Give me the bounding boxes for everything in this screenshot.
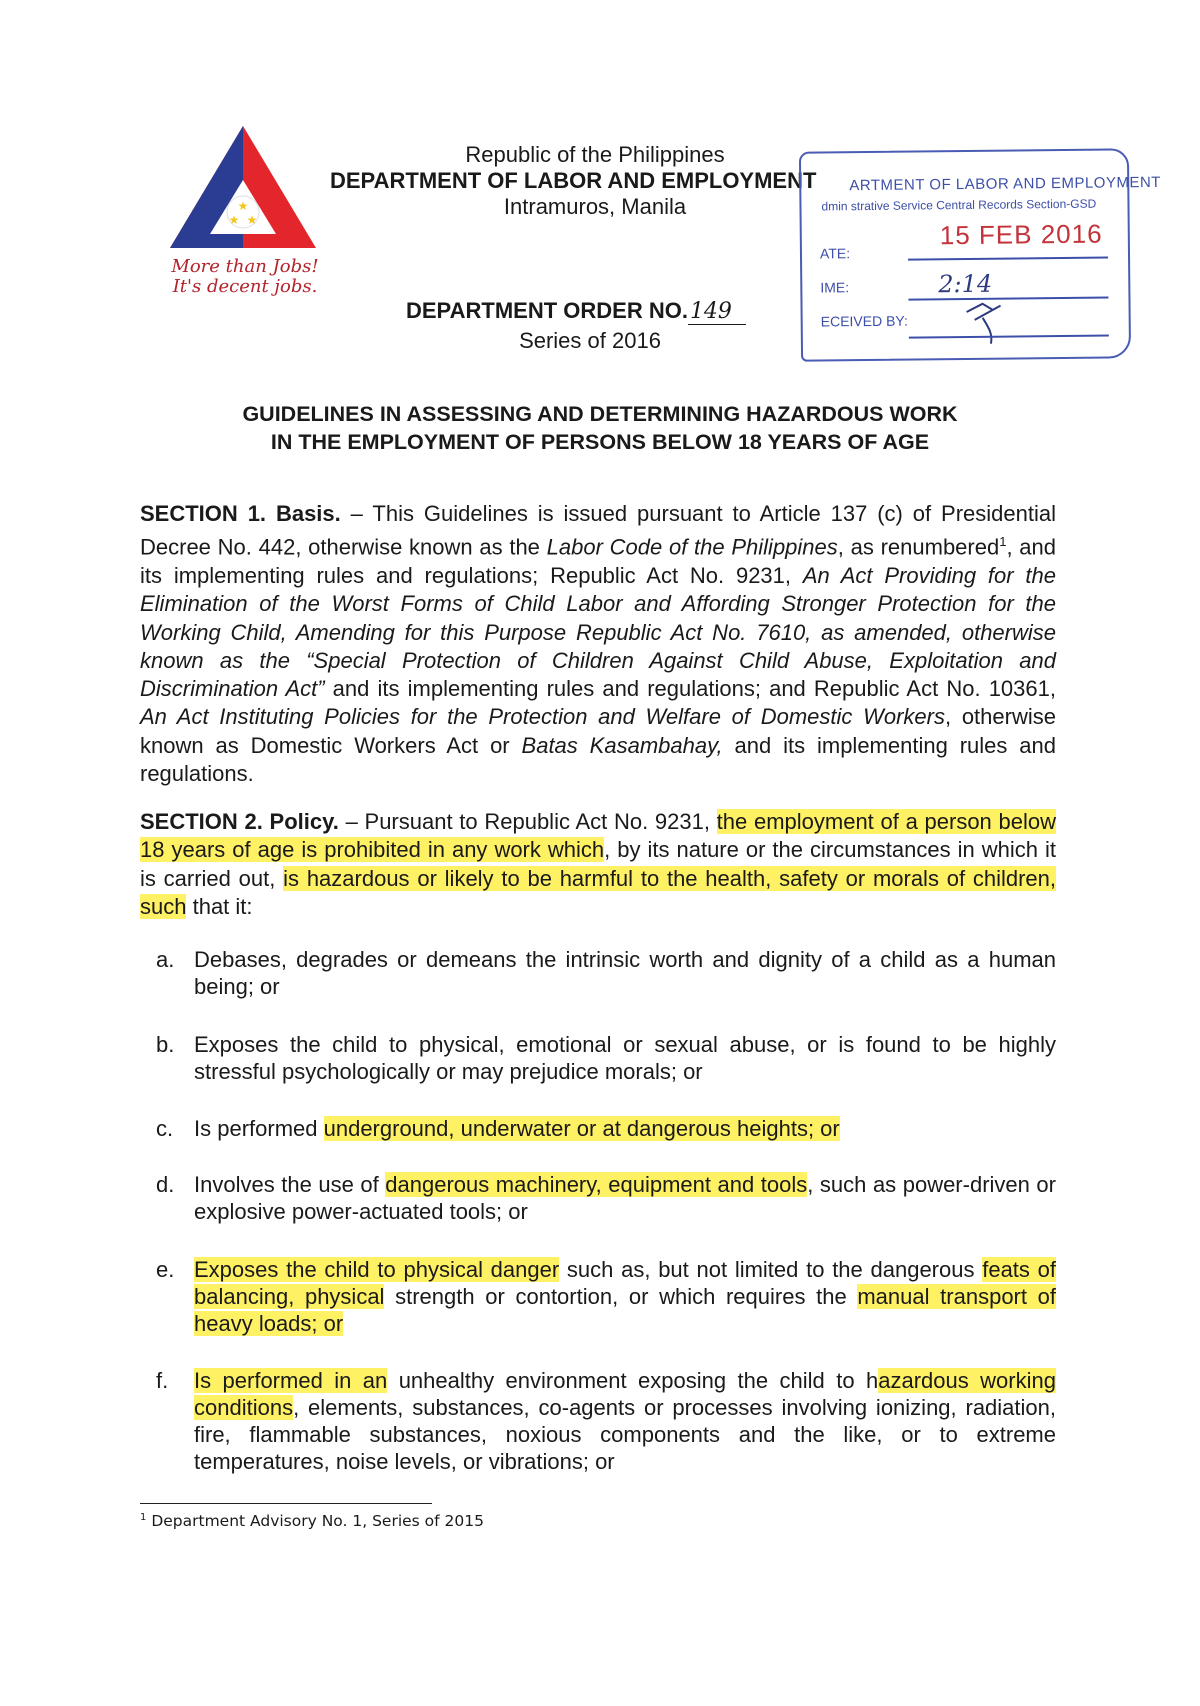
footnote-marker: 1 [140,1512,147,1523]
list-item-text [194,1031,1056,1085]
list-item-text [194,1115,1056,1142]
header-department: DEPARTMENT OF LABOR AND EMPLOYMENT [330,168,817,193]
highlighted-text: feats of balancing, physical [194,1257,1056,1309]
dole-triangle-icon [168,124,318,252]
policy-item-e [156,1256,1056,1337]
svg-text:★: ★ [237,199,249,213]
item-text-segment: Is performed [194,1116,324,1141]
order-label: DEPARTMENT ORDER NO. [406,298,688,323]
section-1-ra-10361-title: An Act Instituting Policies for the Protection and Welfare of Domestic Workers [140,704,945,730]
section-1-ra-9231-title: An Act Providing for the Elimination of the Worst Forms of Child Labor and Affording Stronger Protection for the Working Child, Amending for this Purpose Republic Act No. 7610, as amended, otherwise known as the “Special Protection of Children Against Child Abuse, Exploitation and Discrimination Act” [140,562,1056,702]
highlighted-text: azardous working conditions [194,1368,1056,1420]
order-series: Series of 2016 [519,328,661,353]
section-1-text-6: and its implementing rules and regulations. [140,732,1057,786]
section-1-text-1: – This Guidelines is issued pursuant to Article 137 (c) of Presidential Decree No. 442, otherwise known as the [140,501,1056,560]
section-1-text-5: , otherwise known as Domestic Workers Act or [140,704,1056,758]
footnote [140,1512,484,1530]
list-marker: d. [156,1172,175,1197]
item-text-segment: such as, but not limited to the dangerous [559,1257,983,1282]
item-text-segment: strength or contortion, or which requires the [384,1284,858,1309]
svg-text:★: ★ [246,213,258,227]
section-1-batas-kasambahay: Batas Kasambahay, [521,732,723,758]
document-title [140,400,1060,456]
received-stamp [799,148,1162,361]
section-2-highlight-1: the employment of a person below 18 years of age is prohibited in any work which [140,809,1056,863]
footnote-text: Department Advisory No. 1, Series of 2015 [151,1512,484,1531]
list-marker: a. [156,947,175,972]
highlighted-text: dangerous machinery, equipment and tools [385,1172,808,1197]
section-2-policy [140,808,1056,921]
title-line-2: IN THE EMPLOYMENT OF PERSONS BELOW 18 YEARS OF AGE [270,430,930,454]
highlighted-text: Is performed in an [194,1368,388,1393]
stamp-signature-icon [952,297,1023,348]
highlighted-text: manual transport of heavy loads; or [194,1284,1056,1336]
stamp-unit: dmin strative Service Central Records Section-GSD [821,196,1097,214]
header-republic: Republic of the Philippines [465,142,725,167]
stamp-received-label: ECEIVED BY: [820,312,908,330]
policy-item-b [156,1031,1056,1085]
section-1-basis [140,500,1056,788]
list-item-text [194,1256,1056,1337]
section-1-text-2: , as renumbered [837,534,1000,560]
item-text-segment: , such as power-driven or explosive power-actuated tools; or [194,1172,1056,1224]
item-text-segment: unhealthy environment exposing the child to h [387,1368,879,1393]
logo-tagline-1: More than Jobs! [171,256,319,277]
header-location: Intramuros, Manila [503,194,687,219]
highlighted-text: underground, underwater or at dangerous heights; or [323,1116,840,1141]
list-item-text [194,1171,1056,1225]
order-number: 149 [688,299,746,325]
highlighted-text: Exposes the child to physical danger [194,1257,560,1282]
section-2-text-2: , by its nature or the circumstances in which it is carried out, [140,837,1056,891]
section-1-text-3: , and its implementing rules and regulations; Republic Act No. 9231, [140,534,1057,588]
stamp-date-label: ATE: [819,245,851,262]
list-marker: e. [156,1257,175,1282]
svg-text:★: ★ [228,213,240,227]
stamp-time-label: IME: [820,279,850,296]
policy-item-d [156,1171,1056,1225]
list-marker: b. [156,1032,175,1057]
list-marker: f. [156,1368,169,1393]
item-text-segment: Debases, degrades or demeans the intrinsic worth and dignity of a child as a human being; or [194,947,1056,999]
section-2-highlight-2: is hazardous or likely to be harmful to the health, safety or morals of children, such [140,865,1056,919]
item-text-segment: Involves the use of [194,1172,386,1197]
section-2-text-1: – Pursuant to Republic Act No. 9231, [338,809,717,834]
item-text-segment: Exposes the child to physical, emotional or sexual abuse, or is found to be highly stressful psychologically or may prejudice morals; or [194,1032,1056,1084]
policy-item-f [156,1367,1056,1475]
section-2-text-3: that it: [186,893,253,919]
order-number-line [406,298,746,324]
logo-tagline-2: It's decent jobs. [172,276,318,297]
stamp-date: 15 FEB 2016 [939,218,1103,251]
list-item-text [194,946,1056,1000]
dole-logo [168,124,318,252]
section-1-heading: SECTION 1. Basis. [140,501,341,526]
stamp-date-rule [908,257,1108,261]
stamp-time-value: 2:14 [938,269,993,299]
footnote-rule [140,1503,432,1504]
section-1-text-4: and its implementing rules and regulations; and Republic Act No. 10361, [324,676,1056,702]
list-item-text [194,1367,1056,1475]
section-1-labor-code: Labor Code of the Philippines [546,534,838,560]
section-2-heading: SECTION 2. Policy. [140,809,339,834]
list-marker: c. [156,1116,174,1141]
footnote-ref-1: 1 [999,534,1007,550]
policy-item-a [156,946,1056,1000]
title-line-1: GUIDELINES IN ASSESSING AND DETERMINING HAZARDOUS WORK [242,402,958,426]
stamp-department: ARTMENT OF LABOR AND EMPLOYMENT [849,173,1162,195]
item-text-segment: , elements, substances, co-agents or processes involving ionizing, radiation, fire, flammable substances, noxious components and the like, or to extreme temperatures, noise levels, or vibrations; or [194,1395,1056,1474]
policy-item-c [156,1115,1056,1142]
